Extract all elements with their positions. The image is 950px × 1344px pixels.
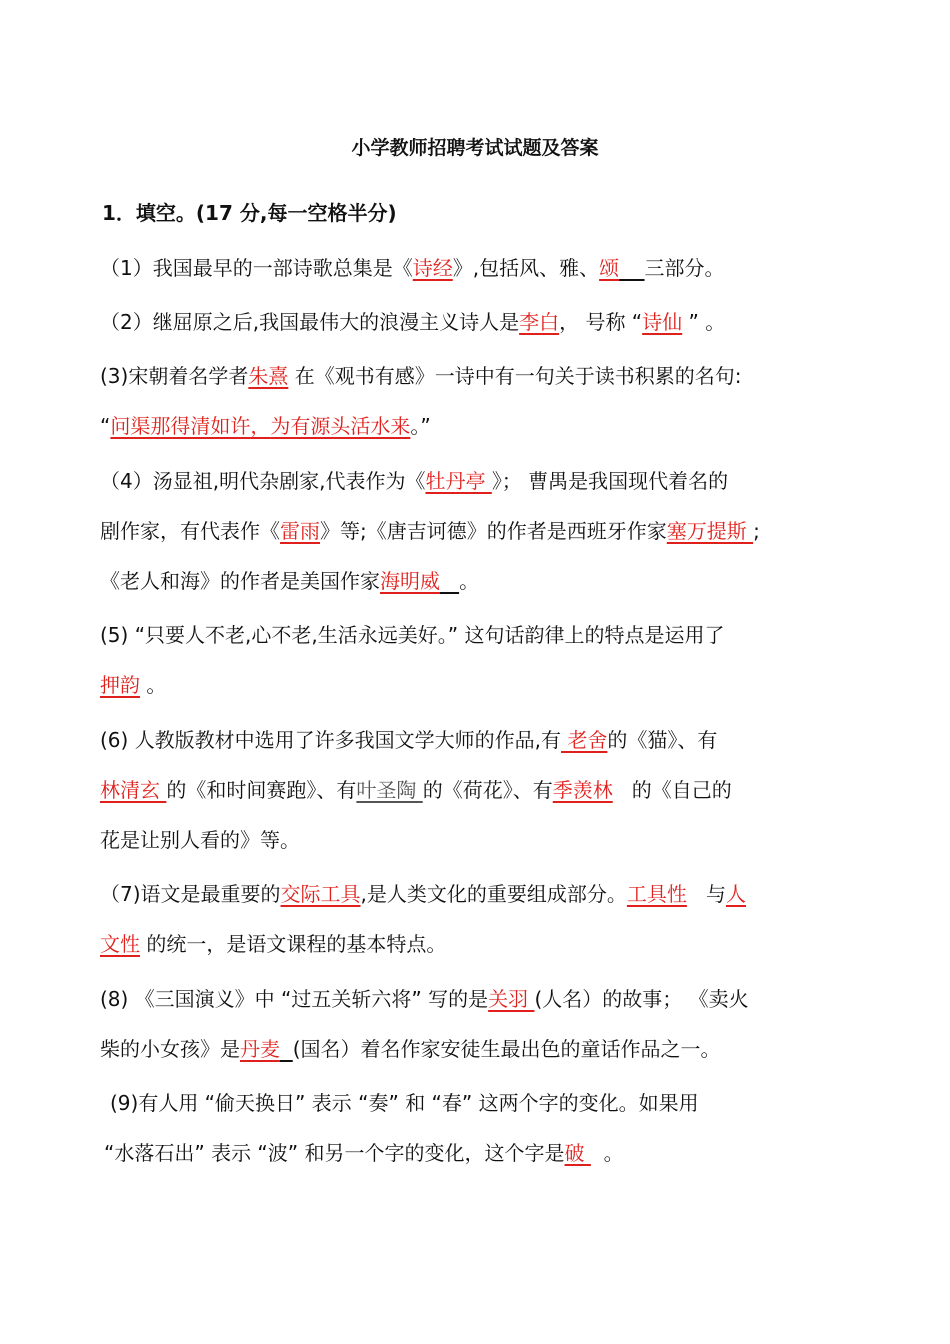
question-text: 。 (459, 569, 480, 593)
document-title: 小学教师招聘考试试题及答案 (351, 137, 599, 159)
blank-underline (619, 256, 644, 280)
blank-underline (440, 569, 459, 593)
question-text: 的统一，是语文课程的基本特点。 (140, 932, 447, 956)
question-text: 的《和时间赛跑》、有 (166, 778, 357, 802)
question-text: 《老人和海》的作者是美国作家 (100, 569, 380, 593)
question-text: 花是让别人看的》等。 (100, 828, 300, 852)
answer-text: 交际工具 (280, 882, 361, 906)
question-line (104, 1139, 624, 1167)
answer-text: 丹麦 (240, 1037, 280, 1061)
question-text: 的《自己的 (612, 778, 732, 802)
question-line (100, 254, 725, 282)
question-text: (6) 人教版教材中选用了许多我国文学大师的作品,有 (100, 728, 562, 752)
question-line (100, 930, 446, 958)
answer-text: 押韵 (100, 673, 140, 697)
answer-text: 塞万提斯 (666, 519, 754, 543)
question-text: (9)有人用 “偷天换日” 表示 “奏” 和 “春” 这两个字的变化。如果用 (110, 1091, 699, 1115)
answer-text: 林清玄 (100, 778, 167, 802)
question-text: (人名）的故事； 《卖火 (534, 987, 749, 1011)
question-text: (3)宋朝着名学者 (100, 364, 249, 388)
question-text: 三部分。 (644, 256, 725, 280)
question-line (100, 726, 717, 754)
answer-text: 海明威 (380, 569, 440, 593)
answer-text: 叶圣陶 (356, 778, 423, 802)
answer-text: 颂 (599, 256, 620, 280)
question-text: 。 (590, 1141, 624, 1165)
answer-text: 朱熹 (248, 364, 289, 388)
question-line (100, 467, 728, 495)
question-line (100, 308, 725, 336)
answer-text: 牡丹亭 (425, 469, 492, 493)
question-line (100, 826, 300, 854)
answer-text: 雷雨 (280, 519, 320, 543)
question-line (110, 1089, 699, 1117)
section-heading: 1．填空。(17 分,每一空格半分) (102, 201, 397, 225)
question-text: （4）汤显祖,明代杂剧家,代表作为《 (100, 469, 426, 493)
question-line (100, 880, 746, 908)
question-line (100, 1035, 721, 1063)
question-text: (8) 《三国演义》中 “过五关斩六将” 写的是 (100, 987, 489, 1011)
question-text: 与 (686, 882, 726, 906)
question-text: ， 号称 “ (559, 310, 643, 334)
question-text: “水落石出” 表示 “波” 和另一个字的变化，这个字是 (104, 1141, 565, 1165)
question-line (100, 671, 166, 699)
question-text: (5) “只要人不老,心不老,生活永远美好。” 这句话韵律上的特点是运用了 (100, 623, 725, 647)
answer-text: 老舍 (561, 728, 608, 752)
question-text: 》等;《唐吉诃德》的作者是西班牙作家 (320, 519, 667, 543)
question-line (100, 985, 749, 1013)
question-text: ” 。 (682, 310, 726, 334)
question-text: 。 (140, 673, 167, 697)
question-text: 的《猫》、有 (607, 728, 718, 752)
question-text: （1）我国最早的一部诗歌总集是《 (100, 256, 413, 280)
question-text: “ (100, 414, 111, 438)
question-line (100, 362, 741, 390)
answer-text: 人 (725, 882, 746, 906)
question-line (100, 412, 431, 440)
question-text: 的《荷花》、有 (422, 778, 553, 802)
answer-text: 李白 (519, 310, 560, 334)
answer-text: 破 (564, 1141, 591, 1165)
answer-text: 工具性 (626, 882, 687, 906)
question-line (100, 567, 479, 595)
question-text: 柴的小女孩》是 (100, 1037, 240, 1061)
answer-text: 关羽 (488, 987, 535, 1011)
answer-text: 诗仙 (642, 310, 683, 334)
answer-text: 季羡林 (552, 778, 613, 802)
question-text: ; (753, 519, 760, 543)
question-line (100, 517, 760, 545)
question-line (100, 776, 732, 804)
answer-text: ， (250, 414, 271, 438)
question-text: ,是人类文化的重要组成部分。 (360, 882, 627, 906)
answer-text: 问渠那得清如许 (110, 414, 251, 438)
blank-underline (280, 1037, 293, 1061)
question-text: 剧作家，有代表作《 (100, 519, 280, 543)
question-text: （7)语文是最重要的 (100, 882, 281, 906)
question-text: 》,包括风、雅、 (452, 256, 600, 280)
question-line (100, 621, 724, 649)
question-text: 在《观书有感》一诗中有一句关于读书积累的名句: (288, 364, 742, 388)
question-text: (国名）着名作家安徒生最出色的童话作品之一。 (292, 1037, 721, 1061)
question-text: 》； 曹禺是我国现代着名的 (491, 469, 729, 493)
answer-text: 为有源头活水来 (270, 414, 411, 438)
answer-text: 诗经 (412, 256, 453, 280)
answer-text: 文性 (100, 932, 140, 956)
question-text: 。” (410, 414, 431, 438)
question-text: （2）继屈原之后,我国最伟大的浪漫主义诗人是 (100, 310, 520, 334)
